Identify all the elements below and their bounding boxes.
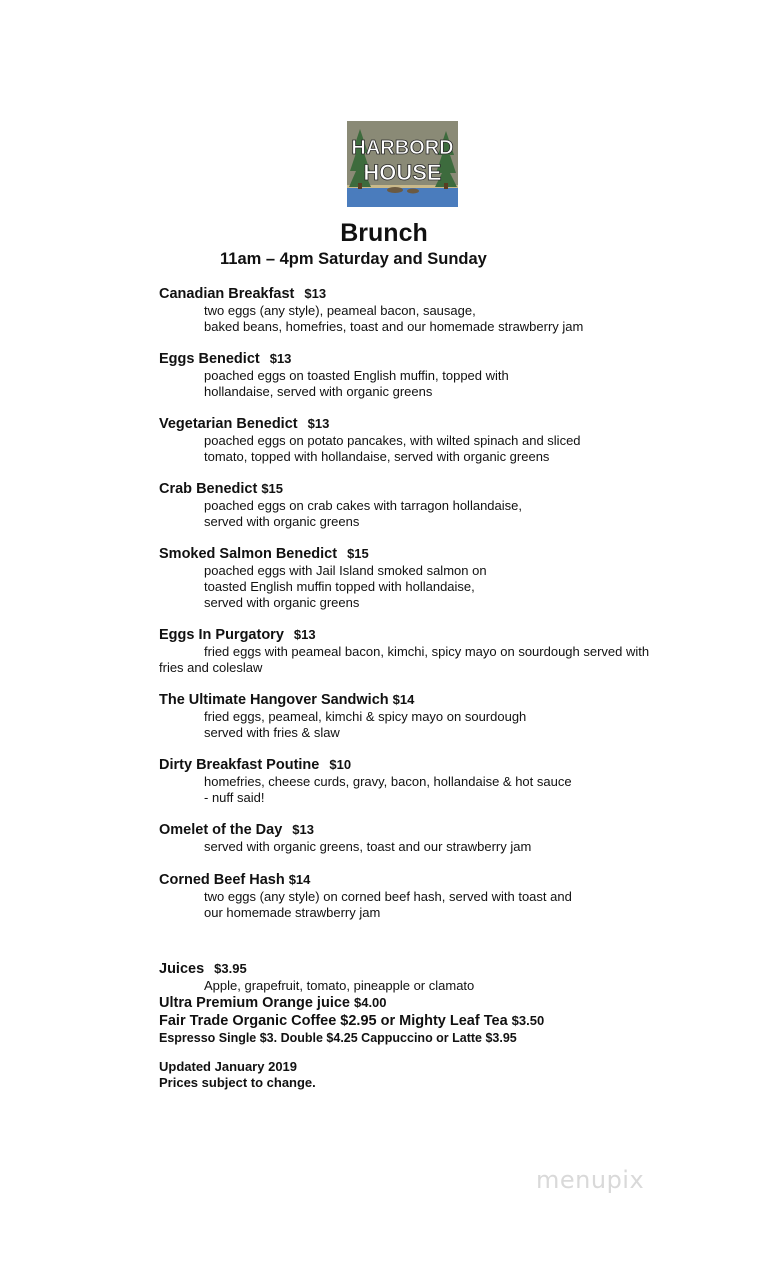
item-description: fried eggs with peameal bacon, kimchi, spicy mayo on sourdough served with fries and coleslaw: [159, 644, 650, 675]
item-description: hollandaise, served with organic greens: [204, 384, 433, 399]
espresso-line: Espresso Single $3. Double $4.25 Cappuccino or Latte $3.95: [159, 1031, 517, 1045]
item-description: served with organic greens: [204, 595, 360, 610]
item-price: $14: [288, 872, 311, 887]
item-name: The Ultimate Hangover Sandwich: [159, 692, 389, 708]
item-description: poached eggs on crab cakes with tarragon hollandaise,: [204, 498, 522, 513]
item-description: poached eggs with Jail Island smoked salmon on: [204, 563, 487, 578]
item-name: Canadian Breakfast: [159, 286, 295, 302]
item-description: - nuff said!: [204, 790, 265, 805]
item-name: Omelet of the Day: [159, 822, 283, 838]
menu-item: [159, 480, 659, 545]
item-name: Smoked Salmon Benedict: [159, 546, 338, 562]
menu-item: [159, 415, 659, 480]
brunch-menu: [159, 285, 659, 936]
menu-item: [159, 626, 659, 691]
brunch-hours: 11am – 4pm Saturday and Sunday: [220, 250, 487, 268]
item-name: Corned Beef Hash: [159, 872, 285, 888]
coffee-tea-line: Fair Trade Organic Coffee $2.95 or Mighty Leaf Tea: [159, 1013, 508, 1029]
juices-name: Juices: [159, 961, 205, 977]
menu-item: [159, 871, 659, 936]
item-description: homefries, cheese curds, gravy, bacon, hollandaise & hot sauce: [204, 774, 572, 789]
item-description: poached eggs on toasted English muffin, topped with: [204, 368, 509, 383]
menu-item: [159, 350, 659, 415]
item-description: tomato, topped with hollandaise, served with organic greens: [204, 449, 550, 464]
item-description: served with organic greens, toast and our strawberry jam: [204, 839, 532, 854]
menu-item: [159, 545, 659, 626]
juices-description: Apple, grapefruit, tomato, pineapple or clamato: [204, 978, 475, 993]
drinks-section: [159, 960, 679, 1046]
item-description: served with organic greens: [204, 514, 360, 529]
item-price: $13: [293, 627, 316, 642]
updated-date: Updated January 2019: [159, 1059, 298, 1074]
item-price: $13: [307, 416, 330, 431]
item-description: toasted English muffin topped with hollandaise,: [204, 579, 475, 594]
menu-item: [159, 691, 659, 756]
logo-text-line1: HARBORD: [351, 137, 454, 159]
item-name: Eggs Benedict: [159, 351, 260, 367]
menu-item: [159, 756, 659, 821]
tea-price: $3.50: [511, 1013, 545, 1028]
menu-item: [159, 821, 659, 871]
page-title: Brunch: [340, 219, 428, 247]
item-description: two eggs (any style), peameal bacon, sausage,: [204, 303, 476, 318]
menu-footer: [159, 1059, 316, 1091]
item-description: two eggs (any style) on corned beef hash, served with toast and: [204, 889, 572, 904]
item-price: $14: [392, 692, 415, 707]
item-description: poached eggs on potato pancakes, with wilted spinach and sliced: [204, 433, 581, 448]
orange-juice-name: Ultra Premium Orange juice: [159, 995, 350, 1011]
logo-text-line2: HOUSE: [363, 160, 442, 185]
juices-price: $3.95: [214, 961, 247, 976]
menupix-watermark: menupix: [536, 1166, 645, 1194]
item-description: fried eggs, peameal, kimchi & spicy mayo on sourdough: [204, 709, 527, 724]
item-name: Vegetarian Benedict: [159, 416, 298, 432]
item-price: $10: [329, 757, 352, 772]
item-name: Dirty Breakfast Poutine: [159, 757, 320, 773]
item-price: $15: [261, 481, 284, 496]
item-description: our homemade strawberry jam: [204, 905, 381, 920]
item-description: baked beans, homefries, toast and our homemade strawberry jam: [204, 319, 584, 334]
orange-juice-price: $4.00: [353, 995, 387, 1010]
item-name: Eggs In Purgatory: [159, 627, 284, 643]
menu-item: [159, 285, 659, 350]
price-note: Prices subject to change.: [159, 1075, 316, 1090]
item-price: $13: [269, 351, 292, 366]
item-price: $13: [304, 286, 327, 301]
item-name: Crab Benedict: [159, 481, 258, 497]
item-price: $15: [347, 546, 369, 561]
item-description: served with fries & slaw: [204, 725, 340, 740]
item-price: $13: [292, 822, 314, 837]
harbord-house-logo: [347, 121, 458, 207]
